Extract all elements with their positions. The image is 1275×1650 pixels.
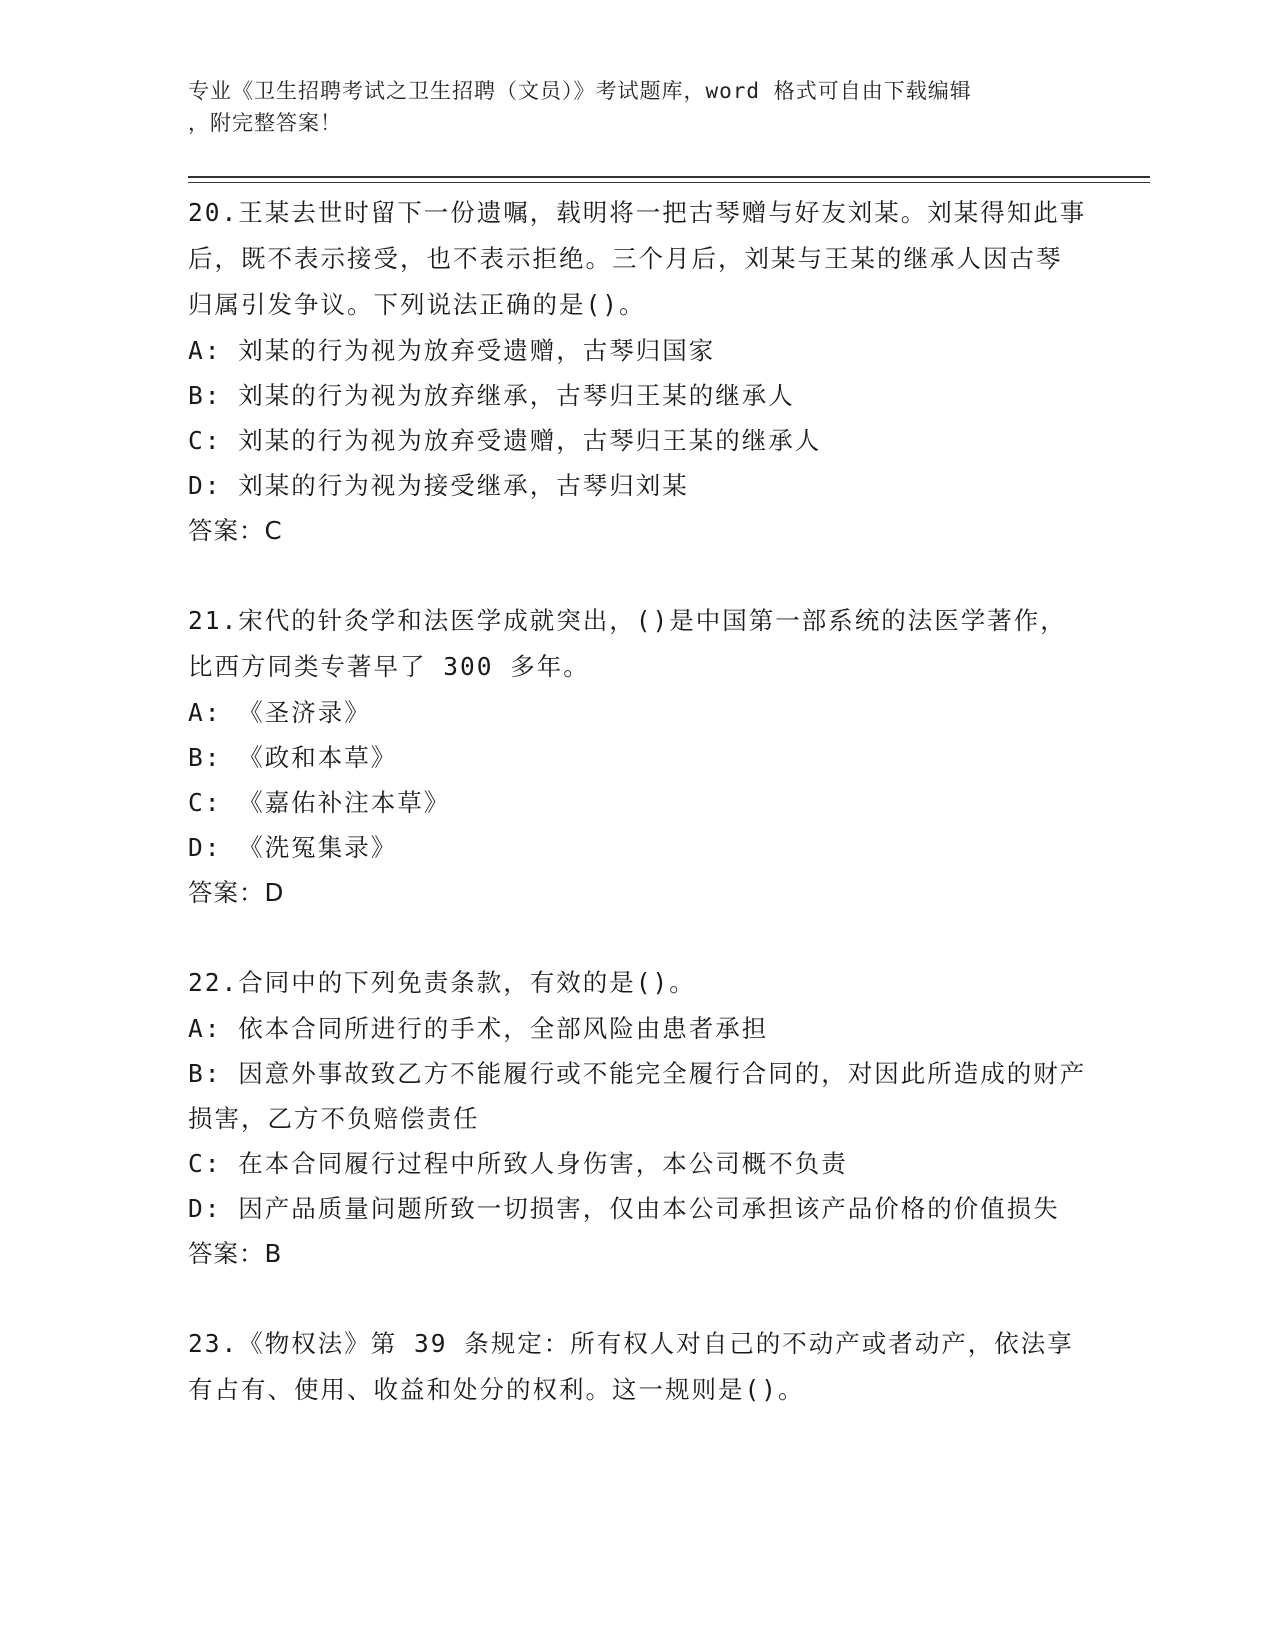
option-b: B: 刘某的行为视为放弃继承，古琴归王某的继承人 (188, 381, 795, 410)
document-header (188, 75, 1068, 139)
header-line-2: ，附完整答案！ (188, 111, 342, 135)
answer: 答案：C (188, 516, 283, 545)
question-text: 22.合同中的下列免责条款，有效的是()。 (188, 968, 696, 997)
option-b: B: 《政和本草》 (188, 743, 398, 772)
option-d: D: 《洗冤集录》 (188, 833, 398, 862)
question-20 (188, 190, 1088, 554)
option-c: C: 刘某的行为视为放弃受遗赠，古琴归王某的继承人 (188, 426, 822, 455)
question-23 (188, 1321, 1088, 1413)
question-text: 23.《物权法》第 39 条规定：所有权人对自己的不动产或者动产，依法享有占有、使用、收益和处分的权利。这一规则是()。 (188, 1329, 1074, 1404)
option-a: A: 《圣济录》 (188, 698, 371, 727)
header-divider-thick (188, 176, 1150, 178)
question-22 (188, 960, 1088, 1277)
option-d: D: 因产品质量问题所致一切损害，仅由本公司承担该产品价格的价值损失 (188, 1194, 1060, 1223)
question-21 (188, 598, 1088, 916)
option-b: B: 因意外事故致乙方不能履行或不能完全履行合同的，对因此所造成的财产损害，乙方不负赔偿责任 (188, 1059, 1087, 1133)
option-c: C: 在本合同履行过程中所致人身伤害，本公司概不负责 (188, 1149, 848, 1178)
question-text: 21.宋代的针灸学和法医学成就突出，()是中国第一部系统的法医学著作，比西方同类专著早了 300 多年。 (188, 606, 1067, 681)
option-c: C: 《嘉佑补注本草》 (188, 788, 451, 817)
option-d: D: 刘某的行为视为接受继承，古琴归刘某 (188, 471, 689, 500)
answer: 答案：D (188, 878, 285, 907)
question-text: 20.王某去世时留下一份遗嘱，载明将一把古琴赠与好友刘某。刘某得知此事后，既不表示接受，也不表示拒绝。三个月后，刘某与王某的继承人因古琴归属引发争议。下列说法正确的是()。 (188, 198, 1087, 319)
option-a: A: 刘某的行为视为放弃受遗赠，古琴归国家 (188, 336, 716, 365)
option-a: A: 依本合同所进行的手术，全部风险由患者承担 (188, 1014, 769, 1043)
header-divider-thin (188, 182, 1150, 183)
answer: 答案：B (188, 1239, 283, 1268)
header-line-1: 专业《卫生招聘考试之卫生招聘（文员）》考试题库，word 格式可自由下载编辑 (188, 79, 972, 103)
question-list (188, 190, 1088, 1413)
